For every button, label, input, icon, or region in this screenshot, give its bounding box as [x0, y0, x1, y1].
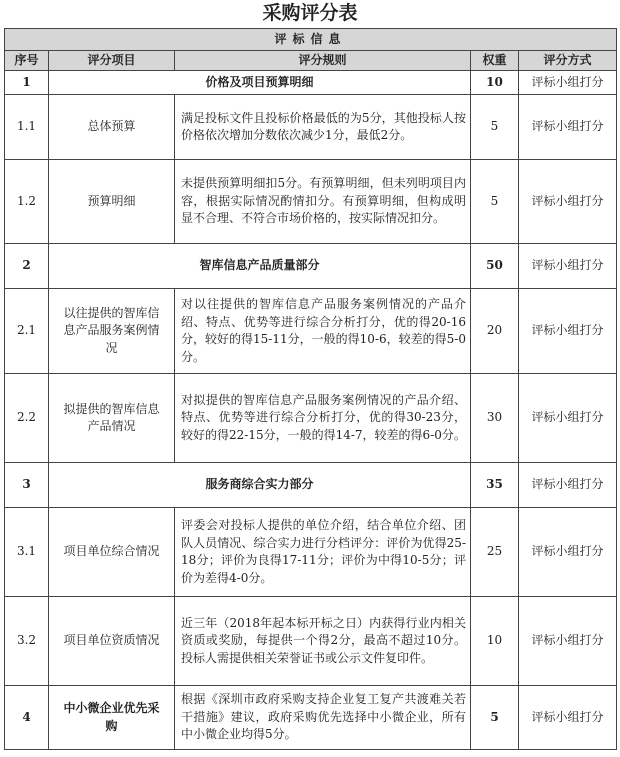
rule-cell: 满足投标文件且投标价格最低的为5分，其他投标人按价格依次增加分数依次减少1分，最低2分。 — [175, 95, 471, 160]
weight-cell: 5 — [471, 686, 519, 750]
weight-cell: 5 — [471, 95, 519, 160]
table-row — [5, 71, 617, 95]
method-cell: 评标小组打分 — [519, 71, 617, 95]
item-cell: 预算明细 — [49, 160, 175, 244]
seq-cell: 4 — [5, 686, 49, 750]
table-row — [5, 597, 617, 686]
item-cell: 项目单位综合情况 — [49, 508, 175, 597]
weight-cell: 35 — [471, 463, 519, 508]
seq-cell: 1.1 — [5, 95, 49, 160]
header-rule: 评分规则 — [175, 51, 471, 71]
seq-cell: 1 — [5, 71, 49, 95]
weight-cell: 50 — [471, 244, 519, 289]
header-seq: 序号 — [5, 51, 49, 71]
section-title: 价格及项目预算明细 — [49, 71, 471, 95]
rule-cell: 对拟提供的智库信息产品服务案例情况的产品介绍、特点、优势等进行综合分析打分，优的得30-23分，较好的得22-15分，一般的得14-7，较差的得6-0分。 — [175, 374, 471, 463]
method-cell: 评标小组打分 — [519, 95, 617, 160]
weight-cell: 20 — [471, 289, 519, 374]
page-title: 采购评分表 — [262, 2, 358, 24]
weight-cell: 25 — [471, 508, 519, 597]
item-cell: 拟提供的智库信息产品情况 — [49, 374, 175, 463]
section-title: 智库信息产品质量部分 — [49, 244, 471, 289]
weight-cell: 10 — [471, 71, 519, 95]
method-cell: 评标小组打分 — [519, 463, 617, 508]
table-row — [5, 374, 617, 463]
rule-cell: 未提供预算明细扣5分。有预算明细，但未列明项目内容，根据实际情况酌情扣分。有预算明细，但构成明显不合理、不符合市场价格的，按实际情况扣分。 — [175, 160, 471, 244]
weight-cell: 5 — [471, 160, 519, 244]
rule-cell: 根据《深圳市政府采购支持企业复工复产共渡难关若干措施》建议，政府采购优先选择中小微企业，所有中小微企业均得5分。 — [175, 686, 471, 750]
method-cell: 评标小组打分 — [519, 374, 617, 463]
header-item: 评分项目 — [49, 51, 175, 71]
method-cell: 评标小组打分 — [519, 508, 617, 597]
table-row — [5, 95, 617, 160]
header-weight: 权重 — [471, 51, 519, 71]
scoring-table — [4, 28, 617, 750]
weight-cell: 10 — [471, 597, 519, 686]
header-method: 评分方式 — [519, 51, 617, 71]
table-caption: 评标信息 — [5, 29, 617, 51]
seq-cell: 3 — [5, 463, 49, 508]
header-row — [5, 51, 617, 71]
caption-row — [5, 29, 617, 51]
seq-cell: 1.2 — [5, 160, 49, 244]
table-row — [5, 508, 617, 597]
weight-cell: 30 — [471, 374, 519, 463]
table-row — [5, 463, 617, 508]
seq-cell: 2.1 — [5, 289, 49, 374]
item-cell: 中小微企业优先采购 — [49, 686, 175, 750]
seq-cell: 3.2 — [5, 597, 49, 686]
item-cell: 项目单位资质情况 — [49, 597, 175, 686]
table-row — [5, 244, 617, 289]
method-cell: 评标小组打分 — [519, 597, 617, 686]
method-cell: 评标小组打分 — [519, 686, 617, 750]
method-cell: 评标小组打分 — [519, 289, 617, 374]
item-cell: 总体预算 — [49, 95, 175, 160]
seq-cell: 3.1 — [5, 508, 49, 597]
seq-cell: 2.2 — [5, 374, 49, 463]
method-cell: 评标小组打分 — [519, 244, 617, 289]
section-title: 服务商综合实力部分 — [49, 463, 471, 508]
table-row — [5, 160, 617, 244]
table-row — [5, 289, 617, 374]
rule-cell: 近三年（2018年起本标开标之日）内获得行业内相关资质或奖励，每提供一个得2分，最高不超过10分。投标人需提供相关荣誉证书或公示文件复印件。 — [175, 597, 471, 686]
table-row — [5, 686, 617, 750]
method-cell: 评标小组打分 — [519, 160, 617, 244]
seq-cell: 2 — [5, 244, 49, 289]
item-cell: 以往提供的智库信息产品服务案例情况 — [49, 289, 175, 374]
rule-cell: 评委会对投标人提供的单位介绍，结合单位介绍、团队人员情况、综合实力进行分档评分：评价为优得25-18分；评价为良得17-11分；评价为中得10-5分；评价为差得4-0分。 — [175, 508, 471, 597]
rule-cell: 对以往提供的智库信息产品服务案例情况的产品介绍、特点、优势等进行综合分析打分，优的得20-16分，较好的得15-11分，一般的得10-6，较差的得5-0分。 — [175, 289, 471, 374]
